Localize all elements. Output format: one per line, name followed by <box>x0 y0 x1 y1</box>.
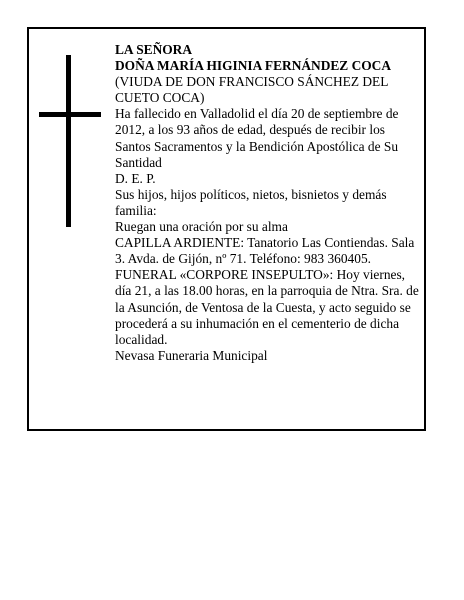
cross-horizontal-bar <box>39 112 101 117</box>
rest-in-peace: D. E. P. <box>115 170 156 186</box>
death-info: Ha fallecido en Valladolid el día 20 de septiembre de 2012, a los 93 años de edad, después de recibir los Santos Sacramentos y la Bendición Apostólica de Su Santidad <box>115 106 399 170</box>
deceased-name: DOÑA MARÍA HIGINIA FERNÁNDEZ COCA <box>115 58 392 74</box>
widow-of: (VIUDA DE DON FRANCISCO SÁNCHEZ DEL CUETO COCA) <box>115 74 388 106</box>
cross-icon <box>39 55 103 227</box>
family-announcement: Sus hijos, hijos políticos, nietos, bisnietos y demás familia: <box>115 186 387 218</box>
chapel-info: CAPILLA ARDIENTE: Tanatorio Las Contiendas. Sala 3. Avda. de Gijón, nº 71. Teléfono: 983 360405. <box>115 235 415 267</box>
funeral-home: Nevasa Funeraria Municipal <box>115 347 268 363</box>
funeral-info: FUNERAL «CORPORE INSEPULTO»: Hoy viernes, día 21, a las 18.00 horas, en la parroquia de Ntra. Sra. de la Asunción, de Ventosa de la Cuesta, y acto seguido se procederá a su inhumación en el cementerio de dicha localidad. <box>115 267 419 347</box>
obituary-notice <box>27 27 426 431</box>
notice-title: LA SEÑORA <box>115 42 193 57</box>
prayer-request: Ruegan una oración por su alma <box>115 219 288 235</box>
notice-body <box>115 42 420 364</box>
cross-vertical-bar <box>66 55 71 227</box>
